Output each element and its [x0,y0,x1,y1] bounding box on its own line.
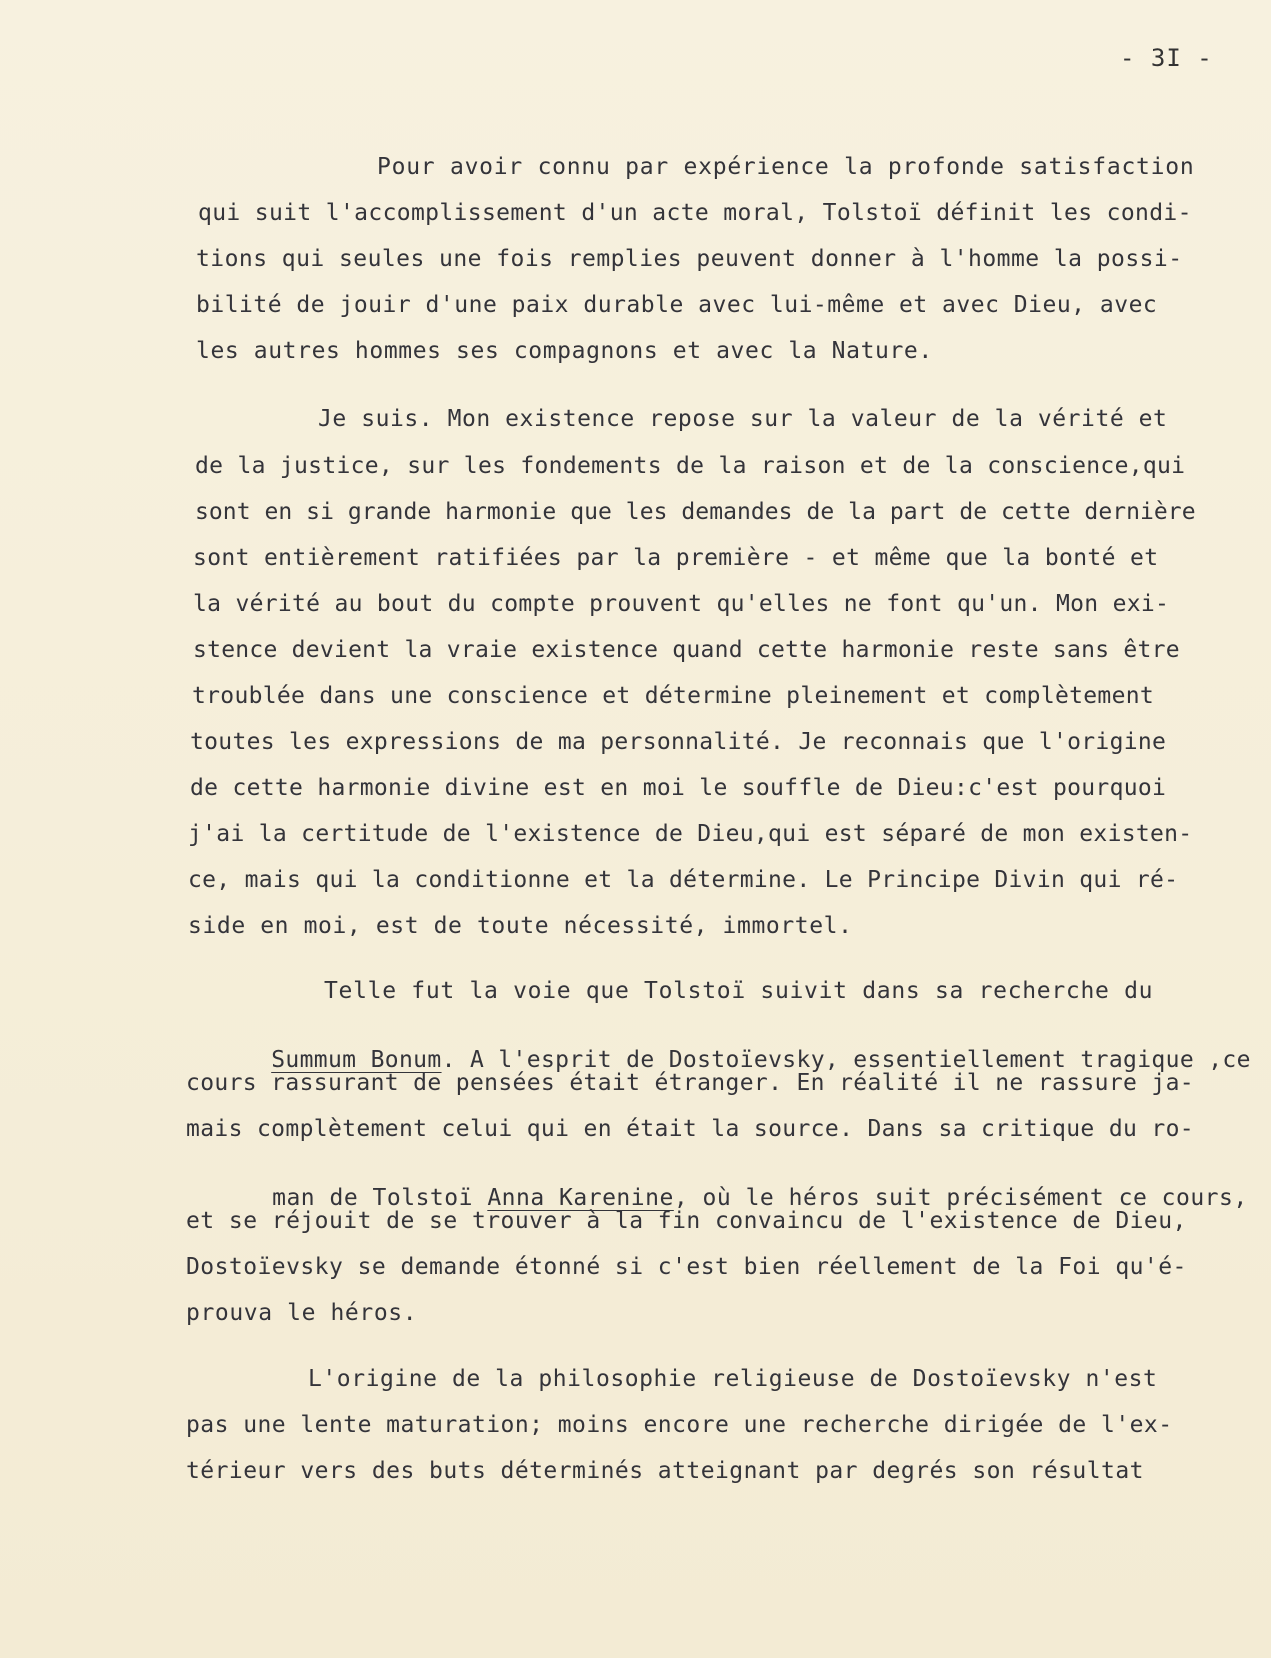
text-line: térieur vers des buts déterminés atteignant par degrés son résultat [186,1458,1144,1484]
text-line: de la justice, sur les fondements de la raison et de la conscience,qui [195,453,1186,479]
text-line: la vérité au bout du compte prouvent qu'elles ne font qu'un. Mon exi- [193,591,1170,617]
text-line: Dostoïevsky se demande étonné si c'est bien réellement de la Foi qu'é- [186,1254,1187,1280]
text-line: prouva le héros. [186,1300,418,1326]
line-rest: . A l'esprit de Dostoïevsky, essentiellement tragique ,ce [441,1047,1251,1073]
text-line: bilité de jouir d'une paix durable avec lui-même et avec Dieu, avec [196,292,1158,318]
text-line: j'ai la certitude de l'existence de Dieu,qui est séparé de mon existen- [188,821,1193,847]
text-line: Je suis. Mon existence repose sur la valeur de la vérité et [318,406,1168,432]
text-line: troublée dans une conscience et détermine pleinement et complètement [192,683,1155,709]
text-line: cours rassurant de pensées était étranger. En réalité il ne rassure ja- [186,1070,1194,1096]
page-number: - 3I - [1120,44,1213,72]
underlined-term: Summum Bonum [271,1047,442,1073]
text-line: mais complètement celui qui en était la source. Dans sa critique du ro- [186,1116,1194,1142]
text-line: et se réjouit de se trouver à la fin convaincu de l'existence de Dieu, [186,1208,1187,1234]
text-line: toutes les expressions de ma personnalité. Je reconnais que l'origine [190,729,1167,755]
text-line: Telle fut la voie que Tolstoï suivit dans sa recherche du [324,978,1154,1004]
text-line: sont en si grande harmonie que les demandes de la part de cette dernière [195,499,1196,525]
underlined-term: Anna Karenine [487,1185,674,1211]
text-line: qui suit l'accomplissement d'un acte moral, Tolstoï définit les condi- [198,200,1192,226]
text-line: side en moi, est de toute nécessité, immortel. [188,913,853,939]
line-rest: , où le héros suit précisément ce cours, [673,1185,1248,1211]
text-line: tions qui seules une fois remplies peuvent donner à l'homme la possi- [196,246,1183,272]
text-line: stence devient la vraie existence quand cette harmonie reste sans être [193,637,1180,663]
text-line: pas une lente maturation; moins encore une recherche dirigée de l'ex- [186,1412,1173,1438]
text-line: ce, mais qui la conditionne et la détermine. Le Principe Divin qui ré- [188,867,1179,893]
line-lead: man de Tolstoï [272,1185,488,1211]
text-line: sont entièrement ratifiées par la première - et même que la bonté et [193,545,1159,571]
text-line: Pour avoir connu par expérience la profonde satisfaction [377,154,1195,180]
text-line: L'origine de la philosophie religieuse de Dostoïevsky n'est [308,1366,1158,1392]
text-line: de cette harmonie divine est en moi le souffle de Dieu:c'est pourquoi [190,775,1167,801]
text-line: les autres hommes ses compagnons et avec la Nature. [196,338,933,364]
